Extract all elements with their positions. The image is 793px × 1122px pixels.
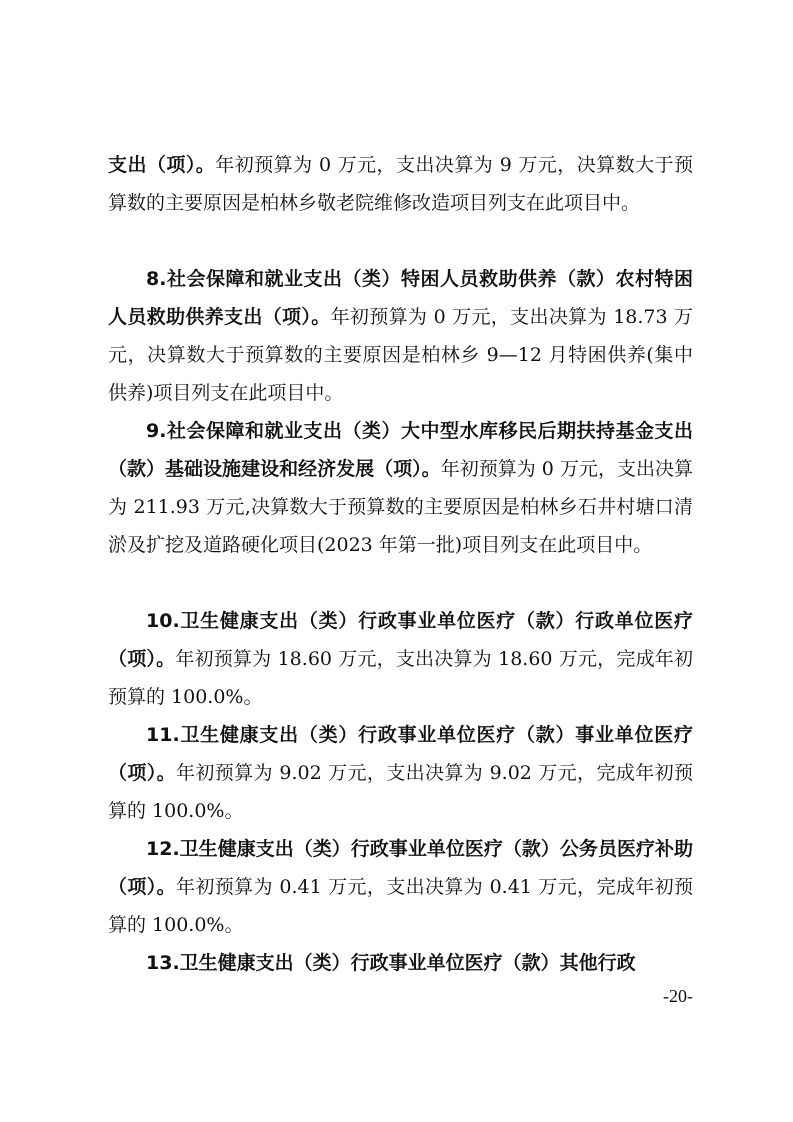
paragraph-body: 年初预算为 0 万元，支出决算为 18.73 万元，决算数大于预算数的主要原因是柏林乡 9—12 月特困供养(集中供养)项目列支在此项目中。 bbox=[108, 306, 693, 404]
paragraph-11 bbox=[108, 716, 693, 830]
paragraph-body: 年初预算为 0.41 万元，支出决算为 0.41 万元，完成年初预算的 100.0%。 bbox=[108, 876, 693, 936]
paragraph-body: 年初预算为 9.02 万元，支出决算为 9.02 万元，完成年初预算的 100.0%。 bbox=[108, 762, 693, 822]
paragraph-10 bbox=[108, 602, 693, 716]
paragraph-7-continuation bbox=[108, 146, 693, 222]
paragraph-heading: 11.卫生健康支出（类）行政事业单位医疗（款）事业单位医疗（项）。 bbox=[108, 724, 693, 784]
paragraph-9 bbox=[108, 412, 693, 564]
paragraph-heading: 13.卫生健康支出（类）行政事业单位医疗（款）其他行政 bbox=[146, 952, 636, 974]
page-number: -20- bbox=[663, 986, 693, 1006]
paragraph-body: 年初预算为 0 万元，支出决算为 211.93 万元,决算数大于预算数的主要原因是柏林乡石井村塘口清淤及扩挖及道路硬化项目(2023 年第一批)项目列支在此项目中。 bbox=[108, 458, 693, 556]
paragraph-8 bbox=[108, 260, 693, 412]
paragraph-12 bbox=[108, 830, 693, 944]
paragraph-heading: 9.社会保障和就业支出（类）大中型水库移民后期扶持基金支出（款）基础设施建设和经济发展（项）。 bbox=[108, 420, 693, 480]
paragraph-body: 年初预算为 0 万元，支出决算为 9 万元，决算数大于预算数的主要原因是柏林乡敬老院维修改造项目列支在此项目中。 bbox=[108, 154, 693, 214]
paragraph-13 bbox=[108, 944, 693, 982]
paragraph-heading: 8.社会保障和就业支出（类）特困人员救助供养（款）农村特困人员救助供养支出（项）。 bbox=[108, 268, 693, 328]
paragraph-heading: 12.卫生健康支出（类）行政事业单位医疗（款）公务员医疗补助（项）。 bbox=[108, 838, 693, 898]
paragraph-body: 年初预算为 18.60 万元，支出决算为 18.60 万元，完成年初预算的 100.0%。 bbox=[108, 648, 693, 708]
paragraph-heading: 支出（项）。 bbox=[108, 154, 216, 176]
paragraph-heading: 10.卫生健康支出（类）行政事业单位医疗（款）行政单位医疗（项）。 bbox=[108, 610, 693, 670]
